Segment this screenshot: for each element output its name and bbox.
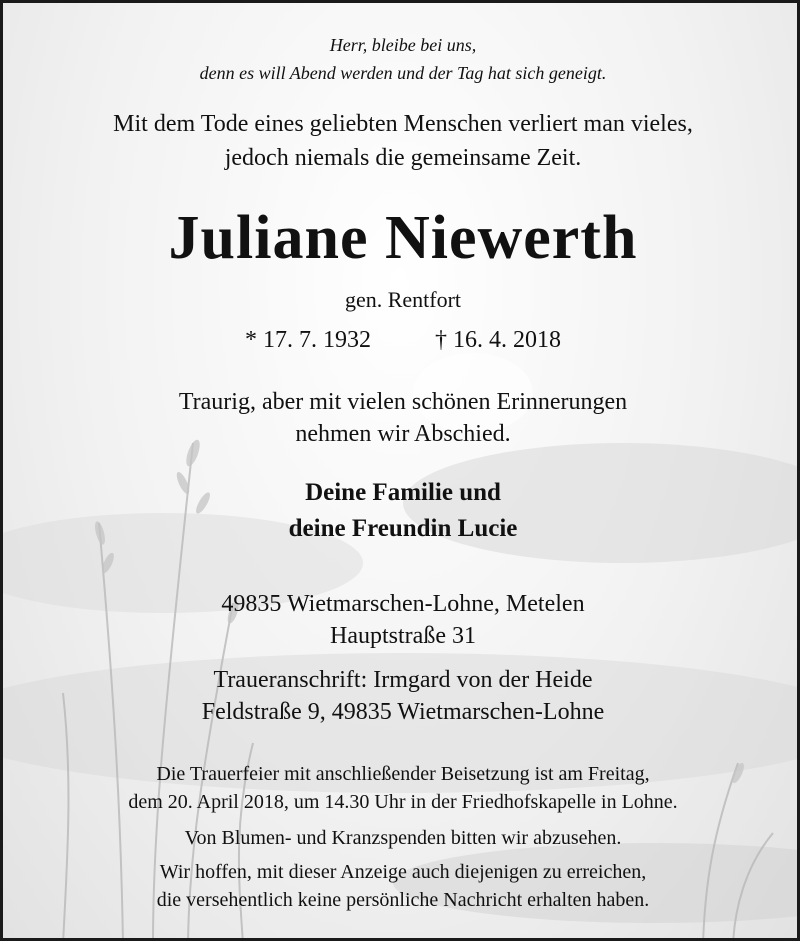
address-line-2: Hauptstraße 31 <box>330 623 476 649</box>
deceased-name: Juliane Niewerth <box>168 204 638 272</box>
farewell-line-1: Traurig, aber mit vielen schönen Erinnerungen <box>178 389 628 415</box>
notice-line-2: die versehentlich keine persönliche Nachricht erhalten haben. <box>156 889 650 911</box>
farewell-line-2: nehmen wir Abschied. <box>295 421 511 447</box>
death-date: † 16. 4. 2018 <box>435 327 561 353</box>
notice-line-1: Wir hoffen, mit dieser Anzeige auch diejenigen zu erreichen, <box>159 861 647 883</box>
birth-date: * 17. 7. 1932 <box>245 327 371 353</box>
address-line-1: 49835 Wietmarschen-Lohne, Metelen <box>221 591 585 617</box>
motto-line-1: Mit dem Tode eines geliebten Menschen verliert man vieles, <box>113 111 693 137</box>
ceremony-line-2: dem 20. April 2018, um 14.30 Uhr in der Friedhofskapelle in Lohne. <box>128 791 678 813</box>
flowers-line: Von Blumen- und Kranzspenden bitten wir abzusehen. <box>184 827 622 849</box>
family-line-2: deine Freundin Lucie <box>288 515 518 542</box>
family-line-1: Deine Familie und <box>305 479 501 506</box>
verse-line-1: Herr, bleibe bei uns, <box>329 35 477 55</box>
ceremony-line-1: Die Trauerfeier mit anschließender Beisetzung ist am Freitag, <box>156 763 650 785</box>
verse-line-2: denn es will Abend werden und der Tag hat sich geneigt. <box>199 63 607 83</box>
mourning-address-line-2: Feldstraße 9, 49835 Wietmarschen-Lohne <box>201 699 605 725</box>
mourning-address-line-1: Traueranschrift: Irmgard von der Heide <box>213 667 593 693</box>
motto-line-2: jedoch niemals die gemeinsame Zeit. <box>224 145 582 171</box>
born-name: gen. Rentfort <box>344 287 462 312</box>
life-dates <box>3 327 800 354</box>
